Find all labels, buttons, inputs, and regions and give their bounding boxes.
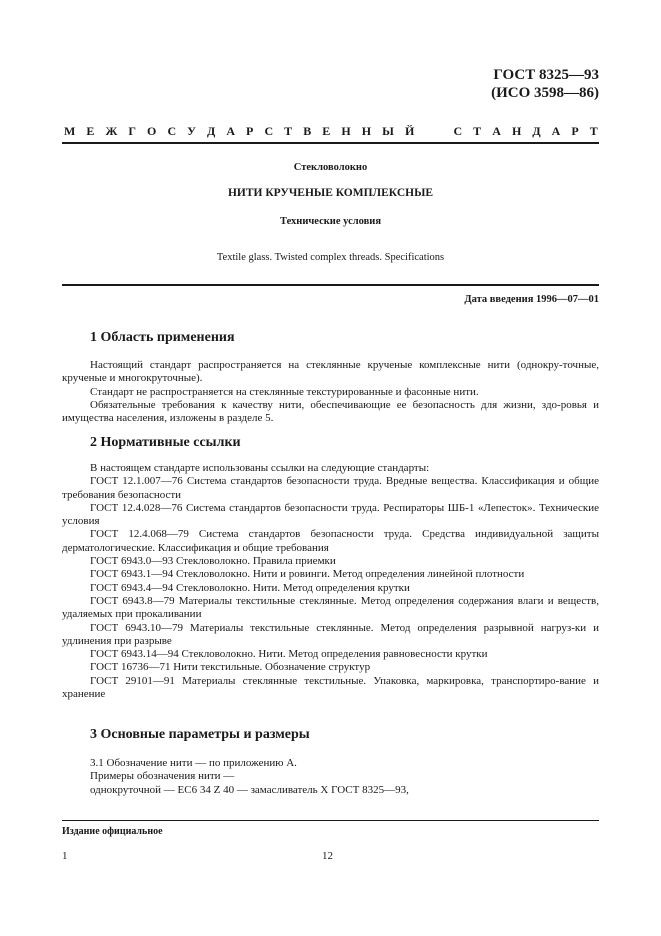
reference-item: ГОСТ 12.4.028—76 Система стандартов безопасности труда. Респираторы ШБ-1 «Лепесток». Технические условия bbox=[62, 501, 599, 528]
banner-letter: А bbox=[492, 124, 501, 138]
reference-item: ГОСТ 12.4.068—79 Система стандартов безопасности труда. Средства индивидуальной защиты дерматологические. Классификация и общие требования bbox=[62, 528, 599, 554]
banner-letter: С bbox=[264, 124, 274, 138]
section3-paragraph: 3.1 Обозначение нити — по приложению А. bbox=[90, 757, 297, 769]
section3-body bbox=[62, 757, 599, 797]
reference-item: ГОСТ 12.1.007—76 Система стандартов безопасности труда. Вредные вещества. Классификация и общие требования безопасности bbox=[62, 475, 599, 501]
gost-number: ГОСТ 8325—93 bbox=[493, 67, 599, 83]
reference-item: ГОСТ 6943.4—94 Стекловолокно. Нити. Метод определения крутки bbox=[90, 581, 410, 594]
banner-letter: Р bbox=[246, 124, 254, 138]
sub-title: Технические условия bbox=[279, 216, 382, 227]
reference-item: ГОСТ 6943.14—94 Стекловолокно. Нити. Метод определения равновесности крутки bbox=[90, 648, 488, 661]
banner-letter bbox=[439, 124, 442, 139]
reference-item: ГОСТ 6943.10—79 Материалы текстильные стеклянные. Метод определения разрывной нагруз-ки и удлинения при разрыве bbox=[62, 621, 599, 647]
banner-letter: О bbox=[147, 124, 157, 138]
banner-letter: Е bbox=[86, 124, 95, 138]
reference-item: В настоящем стандарте использованы ссылки на следующие стандарты: bbox=[90, 462, 430, 474]
section1-paragraph: Настоящий стандарт распространяется на стеклянные крученые комплексные нити (однокру-точные, крученые и многокруточные). bbox=[62, 359, 599, 385]
banner-letter: Г bbox=[128, 124, 136, 138]
section1-body bbox=[62, 359, 599, 425]
official-edition-label: Издание официальное bbox=[62, 826, 163, 837]
main-title: НИТИ КРУЧЕНЫЕ КОМПЛЕКСНЫЕ bbox=[227, 187, 434, 199]
reference-item: ГОСТ 16736—71 Нити текстильные. Обозначение структур bbox=[90, 661, 371, 674]
banner-letter: Н bbox=[341, 124, 351, 138]
banner-letter: А bbox=[226, 124, 235, 138]
subject-title: Стекловолокно bbox=[293, 162, 368, 173]
banner-letter: Д bbox=[207, 124, 216, 138]
section1-paragraph: Обязательные требования к качеству нити, обеспечивающие ее безопасность для жизни, здо-ровья и имущества населения, изложены в разделе 5. bbox=[62, 398, 599, 425]
banner-letter: Й bbox=[404, 124, 415, 138]
reference-item: ГОСТ 29101—91 Материалы стеклянные текстильные. Упаковка, маркировка, транспортиро-вание и хранение bbox=[62, 674, 599, 701]
section3-paragraph: однокруточной — ЕС6 34 Z 40 — замасливатель Х ГОСТ 8325—93, bbox=[90, 783, 409, 796]
banner-letter: Н bbox=[361, 124, 372, 138]
banner-letter: Д bbox=[532, 124, 541, 138]
section2-body bbox=[62, 462, 599, 701]
page-number-left: 1 bbox=[62, 850, 68, 862]
section1-heading: 1 Область применения bbox=[90, 330, 235, 345]
banner-letter: Н bbox=[511, 124, 522, 138]
title-rule bbox=[62, 284, 599, 286]
interstate-standard-banner bbox=[64, 124, 598, 139]
banner-letter: Р bbox=[571, 124, 579, 138]
banner-letter: С bbox=[167, 124, 177, 138]
reference-item: ГОСТ 6943.0—93 Стекловолокно. Правила приемки bbox=[90, 555, 336, 568]
section1-paragraph: Стандарт не распространяется на стеклянные текстурированные и фасонные нити. bbox=[90, 385, 479, 398]
banner-letter: Т bbox=[589, 124, 598, 138]
banner-letter: У bbox=[187, 124, 196, 138]
banner-letter: Ы bbox=[382, 124, 394, 138]
footer-rule bbox=[62, 820, 599, 821]
banner-letter: Т bbox=[473, 124, 482, 138]
section2-heading: 2 Нормативные ссылки bbox=[90, 435, 241, 450]
banner-letter: С bbox=[453, 124, 463, 138]
banner-letter: Т bbox=[284, 124, 293, 138]
section3-paragraph: Примеры обозначения нити — bbox=[90, 770, 235, 783]
reference-item: ГОСТ 6943.8—79 Материалы текстильные стеклянные. Метод определения содержания влаги и веществ, удаляемых при прокаливании bbox=[62, 594, 599, 621]
banner-letter: Ж bbox=[105, 124, 118, 138]
banner-letter: М bbox=[64, 124, 76, 138]
introduction-date: Дата введения 1996—07—01 bbox=[464, 294, 599, 305]
section3-heading: 3 Основные параметры и размеры bbox=[90, 727, 310, 742]
standard-number-block bbox=[491, 66, 599, 102]
iso-number: (ИСО 3598—86) bbox=[491, 85, 599, 101]
page-number-center: 12 bbox=[322, 850, 333, 862]
banner-letter bbox=[425, 124, 428, 139]
banner-letter: Е bbox=[322, 124, 331, 138]
banner-letter: В bbox=[303, 124, 312, 138]
header-rule bbox=[62, 142, 599, 144]
english-title: Textile glass. Twisted complex threads. Specifications bbox=[216, 252, 445, 263]
banner-letter: А bbox=[551, 124, 561, 138]
reference-item: ГОСТ 6943.1—94 Стекловолокно. Нити и ровинги. Метод определения линейной плотности bbox=[90, 568, 525, 581]
